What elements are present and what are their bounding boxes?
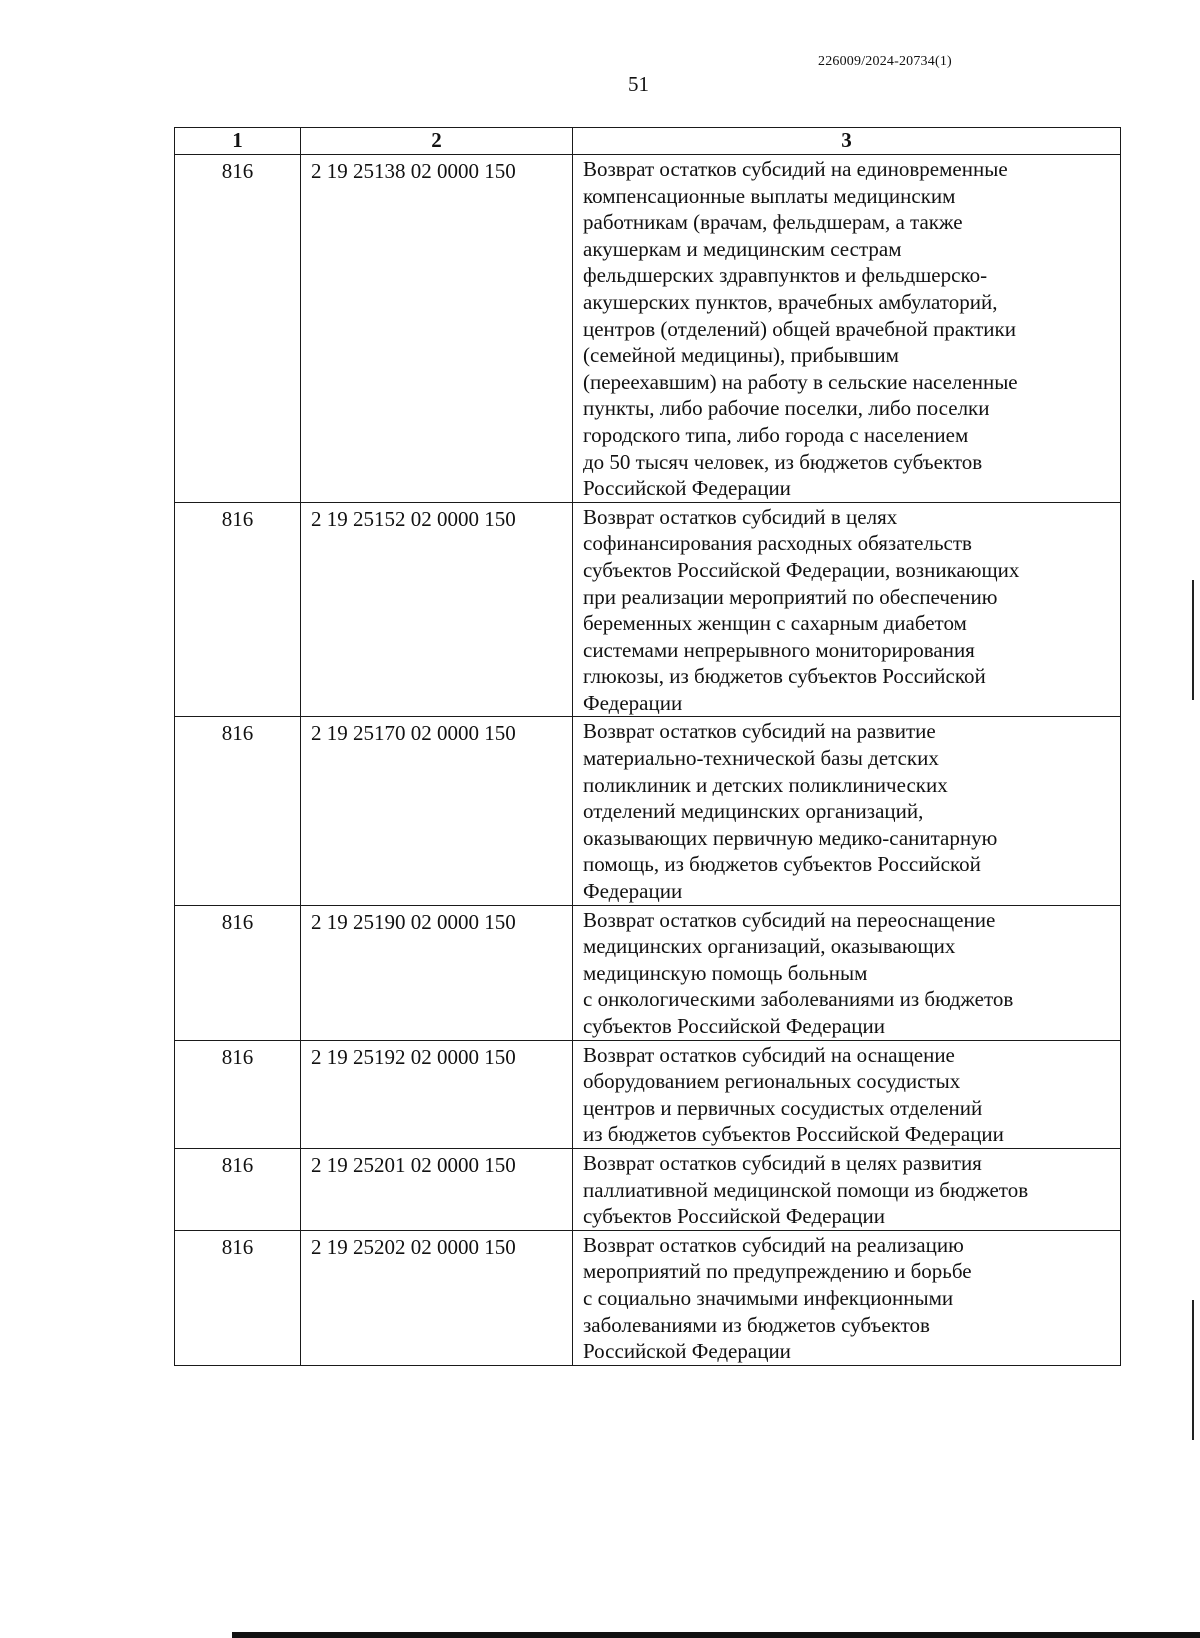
scan-bottom-edge (232, 1632, 1200, 1638)
description-cell (573, 1230, 1121, 1365)
description-line: Российской Федерации (583, 476, 791, 501)
budget-classification-code-cell: 2 19 25170 02 0000 150 (301, 717, 573, 905)
column-header-1: 1 (175, 128, 301, 155)
description-line: пункты, либо рабочие поселки, либо поселки (583, 396, 990, 421)
description-line: Возврат остатков субсидий на реализацию (583, 1232, 964, 1257)
description-cell (573, 717, 1121, 905)
description-line: паллиативной медицинской помощи из бюджетов (583, 1177, 1029, 1202)
description-line: поликлиник и детских поликлинических (583, 772, 948, 797)
budget-code-table (174, 127, 1121, 1366)
table-row (175, 1040, 1121, 1148)
description-line: Федерации (583, 879, 683, 904)
admin-code-cell: 816 (175, 1148, 301, 1230)
description-line: городского типа, либо города с населением (583, 422, 969, 447)
table-body (175, 155, 1121, 1366)
table-row (175, 717, 1121, 905)
description-line: центров (отделений) общей врачебной практики (583, 316, 1016, 341)
table-row (175, 1230, 1121, 1365)
description-line: акушерских пунктов, врачебных амбулаторий, (583, 289, 998, 314)
description-line: субъектов Российской Федерации, возникающих (583, 557, 1020, 582)
description-line: оказывающих первичную медико-санитарную (583, 825, 998, 850)
budget-classification-code-cell: 2 19 25138 02 0000 150 (301, 155, 573, 503)
description-cell (573, 1040, 1121, 1148)
description-line: Федерации (583, 690, 683, 715)
description-line: компенсационные выплаты медицинским (583, 183, 956, 208)
description-line: при реализации мероприятий по обеспечению (583, 584, 998, 609)
description-line: материально-технической базы детских (583, 746, 939, 771)
table-header (175, 128, 1121, 155)
description-line: глюкозы, из бюджетов субъектов Российской (583, 664, 986, 689)
admin-code-cell: 816 (175, 1230, 301, 1365)
description-line: софинансирования расходных обязательств (583, 531, 972, 556)
budget-classification-code-cell: 2 19 25190 02 0000 150 (301, 905, 573, 1040)
column-header-2: 2 (301, 128, 573, 155)
description-line: Возврат остатков субсидий в целях (583, 504, 898, 529)
description-line: с онкологическими заболеваниями из бюджетов (583, 987, 1014, 1012)
description-line: заболеваниями из бюджетов субъектов (583, 1312, 930, 1337)
description-line: Возврат остатков субсидий на переоснащение (583, 907, 996, 932)
description-line: субъектов Российской Федерации (583, 1204, 886, 1229)
budget-classification-code-cell: 2 19 25201 02 0000 150 (301, 1148, 573, 1230)
table-header-row (175, 128, 1121, 155)
description-line: Возврат остатков субсидий на единовременные (583, 157, 1008, 181)
admin-code-cell: 816 (175, 155, 301, 503)
admin-code-cell: 816 (175, 1040, 301, 1148)
budget-code-table-container (174, 127, 1120, 1366)
description-cell (573, 502, 1121, 717)
page-number: 51 (628, 72, 649, 96)
budget-classification-code-cell: 2 19 25152 02 0000 150 (301, 502, 573, 717)
admin-code-cell: 816 (175, 502, 301, 717)
description-line: центров и первичных сосудистых отделений (583, 1095, 983, 1120)
table-row (175, 502, 1121, 717)
description-line: (переехавшим) на работу в сельские населенные (583, 369, 1018, 394)
document-number: 226009/2024-20734(1) (818, 54, 952, 69)
description-line: мероприятий по предупреждению и борьбе (583, 1259, 972, 1284)
description-line: работникам (врачам, фельдшерам, а также (583, 210, 963, 235)
column-header-3: 3 (573, 128, 1121, 155)
description-line: Возврат остатков субсидий в целях развития (583, 1150, 982, 1175)
admin-code-cell: 816 (175, 905, 301, 1040)
description-cell (573, 155, 1121, 503)
description-line: медицинскую помощь больным (583, 960, 868, 985)
description-line: Возврат остатков субсидий на развитие (583, 719, 936, 744)
table-row (175, 905, 1121, 1040)
budget-classification-code-cell: 2 19 25202 02 0000 150 (301, 1230, 573, 1365)
description-line: до 50 тысяч человек, из бюджетов субъектов (583, 449, 983, 474)
description-line: с социально значимыми инфекционными (583, 1285, 954, 1310)
description-line: системами непрерывного мониторирования (583, 637, 975, 662)
budget-classification-code-cell: 2 19 25192 02 0000 150 (301, 1040, 573, 1148)
description-line: отделений медицинских организаций, (583, 799, 924, 824)
description-line: медицинских организаций, оказывающих (583, 934, 956, 959)
description-line: Российской Федерации (583, 1339, 791, 1364)
scan-edge-mark (1192, 580, 1194, 700)
description-line: оборудованием региональных сосудистых (583, 1069, 961, 1094)
description-line: беременных женщин с сахарным диабетом (583, 611, 967, 636)
description-cell (573, 1148, 1121, 1230)
table-row (175, 155, 1121, 503)
description-line: субъектов Российской Федерации (583, 1014, 886, 1038)
table-row (175, 1148, 1121, 1230)
description-cell (573, 905, 1121, 1040)
description-line: (семейной медицины), прибывшим (583, 343, 899, 368)
scan-edge-mark (1192, 1300, 1194, 1440)
description-line: Возврат остатков субсидий на оснащение (583, 1042, 955, 1067)
description-line: акушеркам и медицинским сестрам (583, 236, 902, 261)
description-line: фельдшерских здравпунктов и фельдшерско- (583, 263, 988, 288)
admin-code-cell: 816 (175, 717, 301, 905)
description-line: помощь, из бюджетов субъектов Российской (583, 852, 981, 877)
description-line: из бюджетов субъектов Российской Федерации (583, 1122, 1004, 1147)
